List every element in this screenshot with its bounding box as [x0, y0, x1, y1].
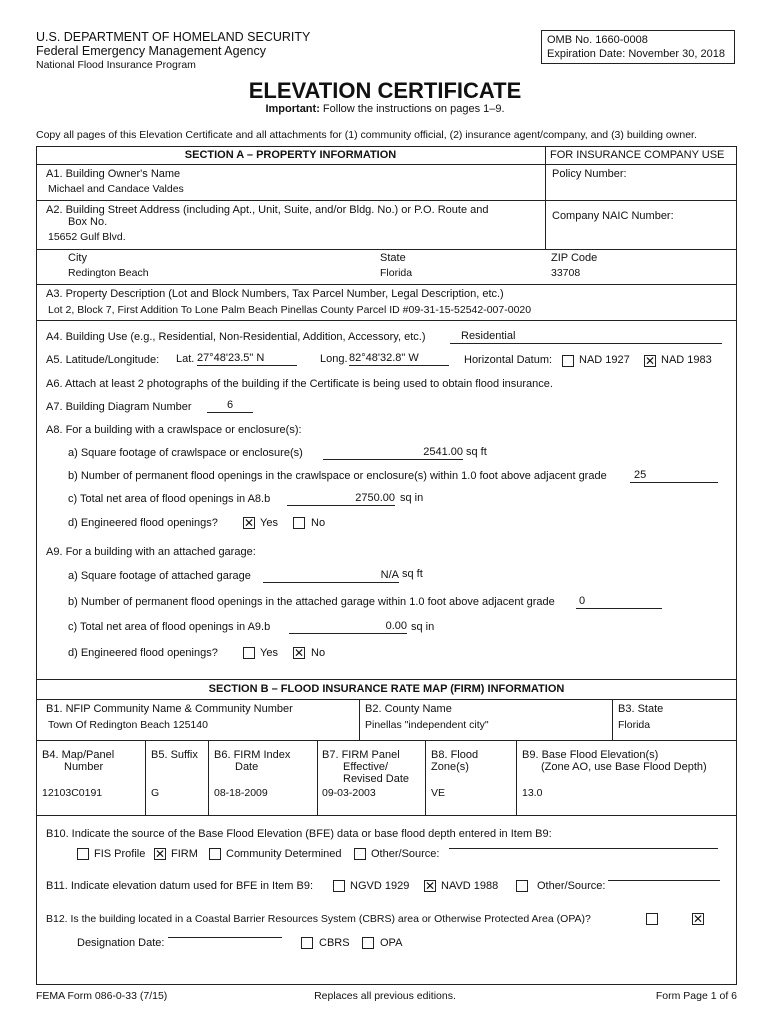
b9-label-cont: (Zone AO, use Base Flood Depth): [541, 761, 707, 773]
a9a-unit: sq ft: [402, 568, 423, 580]
a3-value[interactable]: Lot 2, Block 7, First Addition To Lone Palm Beach Pinellas County Parcel ID #09-31-15-52542-007-0020: [48, 304, 532, 316]
firm-checkbox[interactable]: ✕: [155, 847, 166, 861]
a8b-label: b) Number of permanent flood openings in the crawlspace or enclosure(s) within 1.0 foot above adjacent grade: [68, 470, 607, 482]
a8c-field[interactable]: 2750.00: [287, 492, 395, 506]
b6-label: B6. FIRM Index: [214, 749, 291, 761]
b6-value[interactable]: 08-18-2009: [214, 787, 268, 799]
a1-value[interactable]: Michael and Candace Valdes: [48, 183, 184, 195]
opa-checkbox[interactable]: [362, 937, 374, 949]
zip-label: ZIP Code: [551, 252, 598, 264]
b10-other-field[interactable]: [449, 848, 718, 849]
b5-label: B5. Suffix: [151, 749, 198, 761]
a9d-no-checkbox[interactable]: ✕: [294, 646, 305, 660]
divider: [36, 164, 737, 165]
city-value[interactable]: Redington Beach: [68, 267, 149, 279]
longitude-field[interactable]: 82°48'32.8" W: [349, 352, 449, 366]
state-label: State: [380, 252, 406, 264]
divider: [36, 679, 737, 680]
community-determined-checkbox[interactable]: [209, 848, 221, 860]
a3-label: A3. Property Description (Lot and Block Numbers, Tax Parcel Number, Legal Description, etc.): [46, 288, 504, 300]
department-name: U.S. DEPARTMENT OF HOMELAND SECURITY: [36, 30, 311, 44]
policy-number-label: Policy Number:: [552, 168, 627, 180]
a8a-label: a) Square footage of crawlspace or enclosure(s): [68, 447, 303, 459]
latitude-field[interactable]: 27°48'23.5" N: [197, 352, 297, 366]
divider: [36, 200, 737, 201]
program-name: National Flood Insurance Program: [36, 59, 196, 71]
b4-label: B4. Map/Panel: [42, 749, 115, 761]
section-a-title: SECTION A – PROPERTY INFORMATION: [184, 149, 397, 161]
b7-value[interactable]: 09-03-2003: [322, 787, 376, 799]
a8d-no-checkbox[interactable]: [293, 517, 305, 529]
a4-label: A4. Building Use (e.g., Residential, Non-Residential, Addition, Accessory, etc.): [46, 331, 426, 343]
b11-other-field[interactable]: [608, 880, 720, 881]
b9-value[interactable]: 13.0: [522, 787, 543, 799]
divider: [36, 699, 737, 700]
a9d-yes-checkbox[interactable]: [243, 647, 255, 659]
divider: [612, 699, 613, 740]
b10-other-label: Other/Source:: [371, 848, 440, 860]
a8c-label: c) Total net area of flood openings in A8.b: [68, 493, 271, 505]
a5-label: A5. Latitude/Longitude:: [46, 354, 160, 366]
b4-value[interactable]: 12103C0191: [42, 787, 103, 799]
divider: [36, 815, 737, 816]
divider: [545, 146, 546, 250]
b7-label: B7. FIRM Panel: [322, 749, 400, 761]
a7-field[interactable]: 6: [207, 399, 253, 413]
b11-other-checkbox[interactable]: [516, 880, 528, 892]
important-label: Important:: [265, 103, 320, 115]
a1-label: A1. Building Owner's Name: [46, 168, 181, 180]
a8d-label: d) Engineered flood openings?: [68, 517, 218, 529]
b5-value[interactable]: G: [151, 787, 160, 799]
b10-other-checkbox[interactable]: [354, 848, 366, 860]
divider: [36, 284, 737, 285]
copy-instruction: Copy all pages of this Elevation Certificate and all attachments for (1) community official, (2) insurance agent/company, and (3) building owner.: [36, 129, 697, 141]
a8d-no-label: No: [311, 517, 326, 529]
navd1988-checkbox[interactable]: ✕: [425, 879, 436, 893]
b7-label-cont: Effective/: [343, 761, 389, 773]
a8b-field[interactable]: 25: [630, 469, 718, 483]
a9d-yes-label: Yes: [260, 647, 278, 659]
a6-label: A6. Attach at least 2 photographs of the building if the Certificate is being used to obtain flood insurance.: [46, 378, 553, 390]
insurance-use-label: FOR INSURANCE COMPANY USE: [550, 149, 725, 161]
a2-label: A2. Building Street Address (including Apt., Unit, Suite, and/or Bldg. No.) or P.O. Route and: [46, 204, 489, 216]
a9-label: A9. For a building with an attached garage:: [46, 546, 256, 558]
expiration-date: Expiration Date: November 30, 2018: [547, 48, 725, 60]
a9a-label: a) Square footage of attached garage: [68, 570, 251, 582]
naic-label: Company NAIC Number:: [552, 210, 674, 222]
a9b-field[interactable]: 0: [576, 595, 662, 609]
nad1927-checkbox[interactable]: [562, 355, 574, 367]
important-note: [0, 103, 770, 115]
nad1927-label: NAD 1927: [579, 354, 630, 366]
b12-yes-checkbox[interactable]: [646, 913, 658, 925]
b12-label: B12. Is the building located in a Coastal Barrier Resources System (CBRS) area or Otherwise Protected Area (OPA)?: [46, 913, 591, 925]
b8-value[interactable]: VE: [431, 787, 446, 799]
designation-date-label: Designation Date:: [77, 937, 165, 949]
b12-no-checkbox[interactable]: ✕: [693, 912, 704, 926]
fis-profile-checkbox[interactable]: [77, 848, 89, 860]
a9b-label: b) Number of permanent flood openings in the attached garage within 1.0 foot above adjacent grade: [68, 596, 555, 608]
a9d-label: d) Engineered flood openings?: [68, 647, 218, 659]
divider: [208, 740, 209, 815]
section-b-title: SECTION B – FLOOD INSURANCE RATE MAP (FIRM) INFORMATION: [208, 683, 565, 695]
firm-label: FIRM: [171, 848, 198, 860]
a4-field[interactable]: Residential: [450, 330, 722, 344]
a8a-field[interactable]: 2541.00: [323, 446, 463, 460]
nad1983-label: NAD 1983: [661, 354, 712, 366]
b9-label: B9. Base Flood Elevation(s): [522, 749, 659, 761]
a8d-yes-checkbox[interactable]: ✕: [244, 516, 255, 530]
lat-label: Lat.: [176, 353, 195, 365]
agency-name: Federal Emergency Management Agency: [36, 44, 266, 58]
zip-value[interactable]: 33708: [551, 267, 581, 279]
navd1988-label: NAVD 1988: [441, 880, 499, 892]
b8-label-cont: Zone(s): [431, 761, 469, 773]
cbrs-checkbox[interactable]: [301, 937, 313, 949]
page-title: ELEVATION CERTIFICATE: [248, 78, 522, 103]
b4-label-cont: Number: [64, 761, 104, 773]
a7-label: A7. Building Diagram Number: [46, 401, 192, 413]
b7-label-cont2: Revised Date: [343, 773, 410, 785]
form-number: FEMA Form 086-0-33 (7/15): [36, 990, 168, 1002]
divider: [145, 740, 146, 815]
a8-label: A8. For a building with a crawlspace or enclosure(s):: [46, 424, 302, 436]
a9c-label: c) Total net area of flood openings in A9.b: [68, 621, 271, 633]
b11-label: B11. Indicate elevation datum used for BFE in Item B9:: [46, 880, 313, 892]
a9c-field[interactable]: 0.00: [289, 620, 407, 634]
b6-label-cont: Date: [235, 761, 259, 773]
b2-label: B2. County Name: [365, 703, 452, 715]
cbrs-label: CBRS: [319, 937, 350, 949]
b2-value[interactable]: Pinellas "independent city": [365, 719, 489, 731]
a8d-yes-label: Yes: [260, 517, 278, 529]
community-determined-label: Community Determined: [226, 848, 342, 860]
city-label: City: [68, 252, 87, 264]
b3-value[interactable]: Florida: [618, 719, 651, 731]
divider: [359, 699, 360, 740]
a9a-field[interactable]: N/A: [263, 569, 399, 583]
divider: [425, 740, 426, 815]
b1-value[interactable]: Town Of Redington Beach 125140: [48, 719, 208, 731]
b1-label: B1. NFIP Community Name & Community Number: [46, 703, 293, 715]
a8a-unit: sq ft: [466, 446, 487, 458]
b10-label: B10. Indicate the source of the Base Flood Elevation (BFE) data or base flood depth entered in Item B9:: [46, 828, 552, 840]
divider: [36, 249, 737, 250]
fis-profile-label: FIS Profile: [94, 848, 146, 860]
divider: [317, 740, 318, 815]
a2-label-cont: Box No.: [68, 216, 108, 228]
ngvd1929-label: NGVD 1929: [350, 880, 410, 892]
designation-date-field[interactable]: [168, 937, 282, 938]
a8c-unit: sq in: [400, 492, 424, 504]
long-label: Long.: [320, 353, 348, 365]
a9c-unit: sq in: [411, 621, 435, 633]
a2-value[interactable]: 15652 Gulf Blvd.: [48, 231, 126, 243]
divider: [516, 740, 517, 815]
divider: [36, 740, 737, 741]
b11-other-label: Other/Source:: [537, 880, 606, 892]
nad1983-checkbox[interactable]: ✕: [645, 354, 656, 368]
omb-number: OMB No. 1660-0008: [547, 34, 648, 46]
b8-label: B8. Flood: [431, 749, 479, 761]
page-number: Form Page 1 of 6: [655, 990, 737, 1002]
important-text: Follow the instructions on pages 1–9.: [322, 103, 505, 115]
opa-label: OPA: [380, 937, 403, 949]
horizontal-datum-label: Horizontal Datum:: [464, 354, 553, 366]
replaces-note: Replaces all previous editions.: [314, 990, 456, 1002]
a9d-no-label: No: [311, 647, 326, 659]
omb-box: [541, 30, 735, 64]
state-value[interactable]: Florida: [380, 267, 413, 279]
b3-label: B3. State: [618, 703, 664, 715]
divider: [36, 320, 737, 321]
ngvd1929-checkbox[interactable]: [333, 880, 345, 892]
